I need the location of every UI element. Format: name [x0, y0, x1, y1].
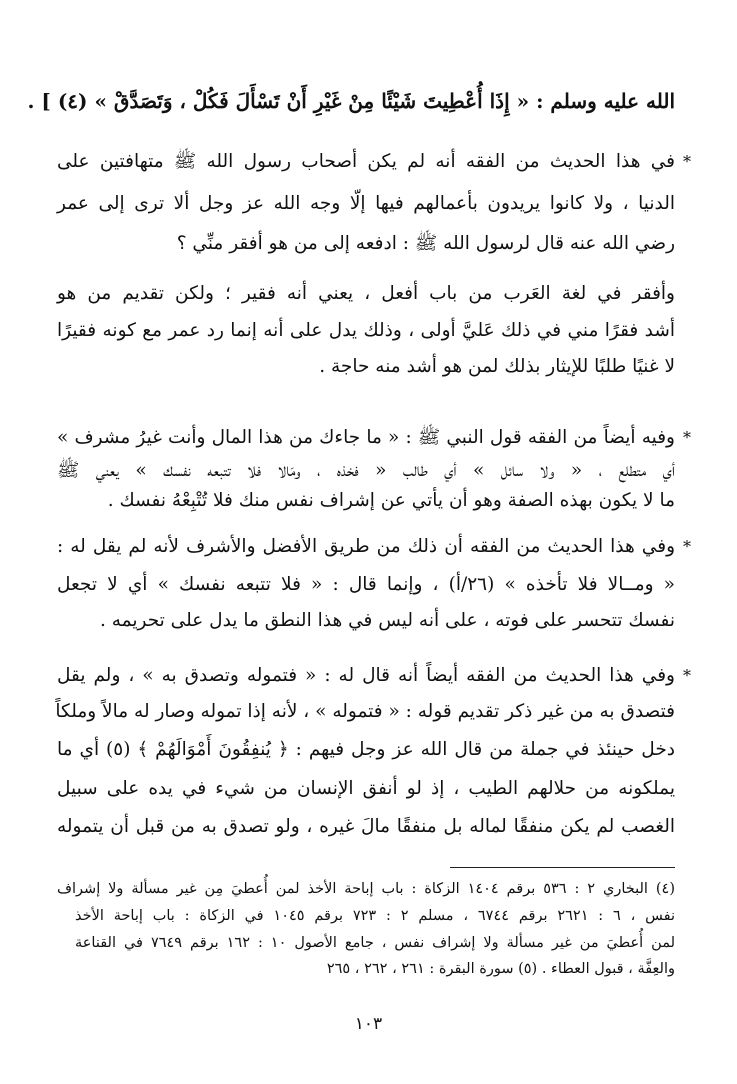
- paragraph-2-line-2: أشد فقرًا مني في ذلك عَليَّ أولى ، وذلك يدل على أنه إنما رد عمر مع كونه فقيرًا: [57, 320, 675, 341]
- bullet-marker: *: [683, 537, 691, 556]
- footnote-separator: [450, 867, 675, 868]
- bullet-marker: *: [683, 152, 691, 171]
- paragraph-4-line-3: نفسك تتحسر على فوته ، على أنه ليس في هذا النطق ما يدل على تحريمه .: [99, 610, 675, 631]
- opening-hadith-line: الله عليه وسلم : « إِذَا أُعْطِيتَ شَيْئًا مِنْ غَيْرِ أَنْ تَسْأَلَ فَكُلْ ، وَتَصَدَّقْ » (٤) ] .: [27, 89, 675, 113]
- paragraph-3-line-1: وفيه أيضاً من الفقه قول النبي ﷺ : « ما جاءك من هذا المال وأنت غيرُ مشرف »: [57, 427, 675, 448]
- paragraph-3-line-3: ما لا يكون بهذه الصفة وهو أن يأتي عن إشراف نفس منك فلا تُتْبِعْهُ نفسك .: [107, 490, 675, 511]
- paragraph-2-line-3: لا غنيًا طلبًا للإيثار بذلك لمن هو أشد منه حاجة .: [319, 356, 675, 377]
- footnote-4-line-2: نفس ، ٦ : ٢٦٢١ برقم ٦٧٤٤ ، مسلم ٢ : ٧٢٣ برقم ١٠٤٥ في الزكاة : باب إباحة الأخذ: [75, 908, 676, 924]
- paragraph-2-line-1: وأفقر في لغة العَرب من باب أفعل ، يعني أنه فقير ؛ ولكن تقديم من هو: [57, 283, 675, 304]
- paragraph-1-line-3: رضي الله عنه قال لرسول الله ﷺ : ادفعه إلى من هو أفقر منِّي ؟: [176, 233, 675, 254]
- footnote-4-5-line-4: والعِفَّة ، قبول العطاء . (٥) سورة البقرة : ٢٦١ ، ٢٦٢ ، ٢٦٥: [326, 961, 675, 977]
- paragraph-1-line-2: الدنيا ، ولا كانوا يريدون بأعمالهم فيها إلّا وجه الله عز وجل ألا ترى إلى عمر: [57, 193, 675, 214]
- footnote-4-line-1: (٤) البخاري ٢ : ٥٣٦ برقم ١٤٠٤ الزكاة : باب إباحة الأخذ لمن أُعطيَ مِن غير مسألة ولا إشراف: [57, 881, 676, 897]
- paragraph-1-line-1: في هذا الحديث من الفقه أنه لم يكن أصحاب رسول الله ﷺ متهافتين على: [57, 151, 675, 172]
- paragraph-5-line-2: فتصدق به من غير ذكر تقديم قوله : « فتموله » ، لأنه إذا تموله وصار له مالاً وملكاً: [55, 701, 675, 722]
- paragraph-4-line-2: « ومــالا فلا تأخذه » (٢٦/أ) ، وإنما قال : « فلا تتبعه نفسك » أي لا تجعل: [57, 574, 675, 595]
- paragraph-3-line-2: أي متطلع ، « ولا سائل » أي طالب « فخذه ، ومَالا فلا تتبعه نفسك » يعني ﷺ: [57, 460, 675, 481]
- paragraph-4-line-1: وفي هذا الحديث من الفقه أن ذلك من طريق الأفضل والأشرف لأنه لم يقل له :: [57, 536, 675, 557]
- bullet-marker: *: [683, 428, 691, 447]
- paragraph-5-line-4: يملكونه من حلالهم الطيب ، إذ لو أنفق الإنسان من شيء في يده على سبيل: [57, 778, 675, 799]
- paragraph-5-line-3: دخل حينئذ في جملة من قال الله عز وجل فيهم : ﴿ يُنفِقُونَ أَمْوَالَهُمْ ﴾ (٥) أي ما: [57, 739, 675, 760]
- page-number: ١٠٣: [354, 1014, 383, 1034]
- bullet-marker: *: [683, 666, 691, 685]
- footnote-4-line-3: لمن أُعطيَ من غير مسألة ولا إشراف نفس ، جامع الأصول ١٠ : ١٦٢ برقم ٧٦٤٩ في القناعة: [75, 935, 675, 951]
- paragraph-5-line-5: الغصب لم يكن منفقًا لماله بل منفقًا مالَ غيره ، ولو تصدق به من قبل أن يتموله: [57, 816, 675, 837]
- paragraph-5-line-1: وفي هذا الحديث من الفقه أيضاً أنه قال له : « فتموله وتصدق به » ، ولم يقل: [57, 665, 675, 686]
